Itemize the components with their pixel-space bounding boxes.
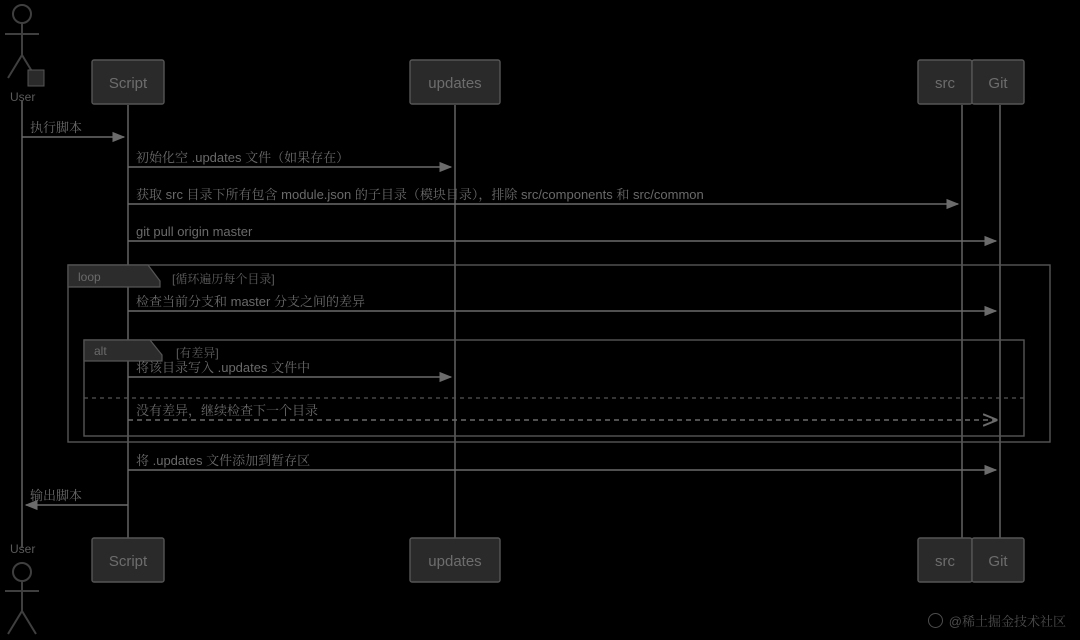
participant-src-top[interactable] (918, 60, 972, 104)
watermark-label: @稀土掘金技术社区 (948, 614, 1066, 629)
message-write-dir-to-updates-label: 将该目录写入 .updates 文件中 (136, 360, 311, 375)
participant-script-top-label: Script (108, 75, 148, 92)
user-actor-bottom (5, 542, 39, 634)
watermark-logo-icon (928, 613, 943, 628)
participant-script-bottom-label: Script (108, 553, 148, 570)
participant-updates-top-label: updates (428, 75, 482, 92)
participant-script-top[interactable] (92, 60, 164, 104)
message-stage-updates-file-label: 将 .updates 文件添加到暂存区 (136, 453, 311, 468)
participant-src-bottom[interactable] (918, 538, 972, 582)
message-execute-script (22, 120, 124, 137)
participant-git-bottom[interactable] (972, 538, 1024, 582)
message-write-dir-to-updates (128, 360, 451, 377)
alt-fragment-condition: [有差异] (176, 346, 219, 360)
message-no-diff-continue (128, 403, 996, 420)
user-actor-bottom-label: User (10, 542, 36, 556)
watermark (928, 611, 1066, 630)
participant-git-top-label: Git (988, 75, 1008, 92)
alt-fragment-keyword: alt (94, 344, 107, 358)
message-output-script (26, 488, 128, 505)
participant-updates-bottom[interactable] (410, 538, 500, 582)
message-execute-script-label: 执行脚本 (30, 120, 83, 135)
message-no-diff-continue-label: 没有差异，继续检查下一个目录 (136, 403, 319, 418)
alt-fragment (84, 340, 1024, 436)
message-init-updates-file (128, 150, 451, 167)
message-init-updates-file-label: 初始化空 .updates 文件（如果存在） (136, 150, 350, 165)
loop-fragment-condition: [循环遍历每个目录] (172, 272, 275, 286)
loop-fragment-keyword: loop (78, 270, 101, 284)
user-actor-top (5, 5, 44, 104)
message-git-pull (128, 224, 996, 241)
participant-updates-bottom-label: updates (428, 553, 482, 570)
message-check-diff (128, 294, 996, 311)
message-git-pull-label: git pull origin master (136, 224, 253, 239)
message-output-script-label: 输出脚本 (30, 488, 83, 503)
participant-src-bottom-label: src (935, 553, 955, 570)
message-stage-updates-file (128, 453, 996, 470)
participant-git-top[interactable] (972, 60, 1024, 104)
message-get-module-dirs (128, 187, 958, 204)
participant-updates-top[interactable] (410, 60, 500, 104)
participant-src-top-label: src (935, 75, 955, 92)
participant-script-bottom[interactable] (92, 538, 164, 582)
message-check-diff-label: 检查当前分支和 master 分支之间的差异 (136, 294, 365, 309)
user-actor-top-label: User (10, 90, 36, 104)
message-get-module-dirs-label: 获取 src 目录下所有包含 module.json 的子目录（模块目录），排除 src/components 和 src/common (136, 187, 704, 202)
participant-git-bottom-label: Git (988, 553, 1008, 570)
